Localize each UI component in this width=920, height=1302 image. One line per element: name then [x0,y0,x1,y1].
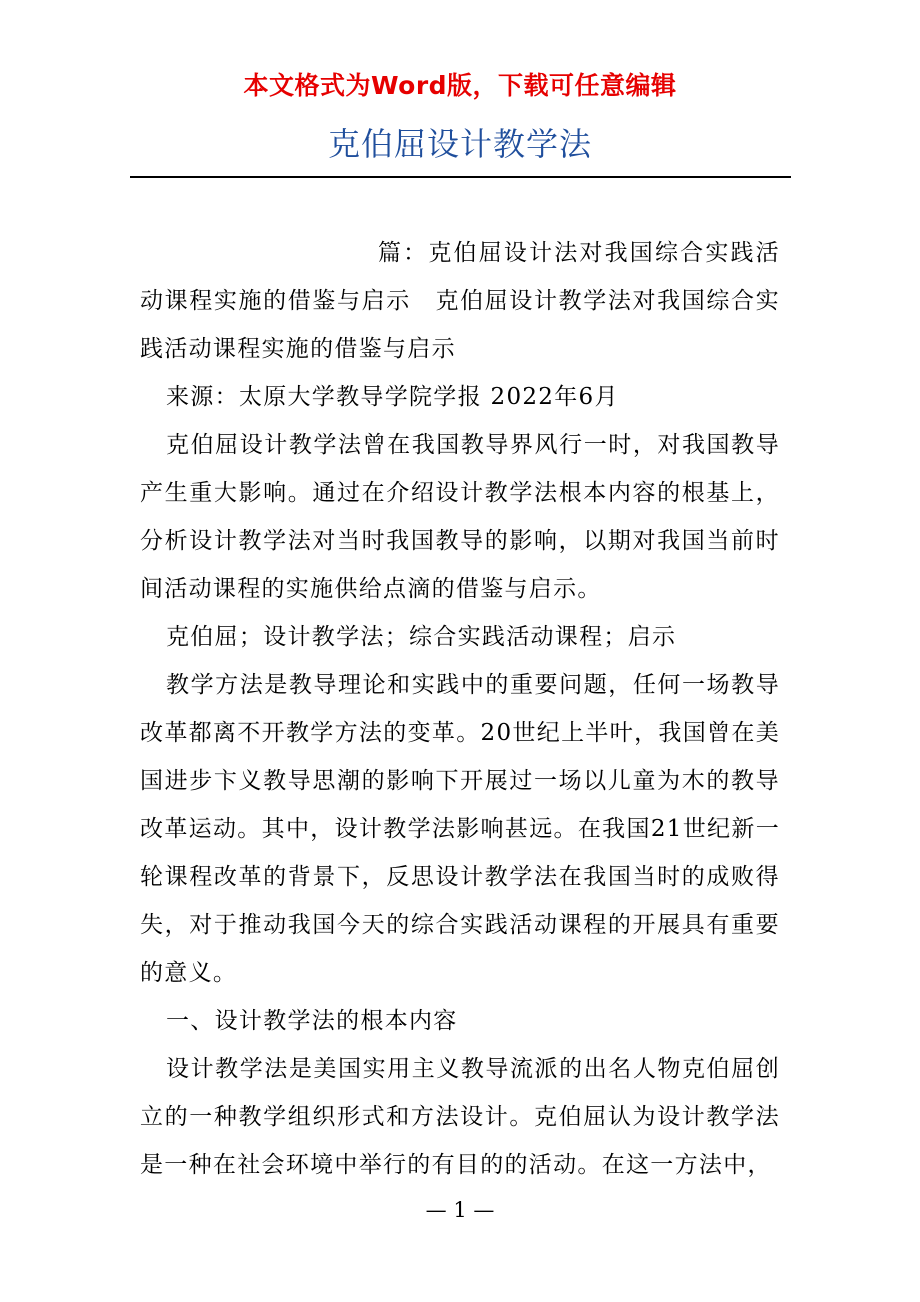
keywords-line: 克伯屈；设计教学法；综合实践活动课程；启示 [166,624,677,650]
body-paragraph: 设计教学法是美国实用主义教导流派的出名人物克伯屈创立的一种教学组织形式和方法设计。克伯屈认为设计教学法是一种在社会环境中举行的有目的的活动。在这一方法中， [140,1056,780,1178]
document-title: 克伯屈设计教学法 [327,125,592,163]
document-body [140,229,780,1189]
abstract-paragraph: 克伯屈设计教学法曾在我国教导界风行一时，对我国教导产生重大影响。通过在介绍设计教学法根本内容的根基上，分析设计教学法对当时我国教导的影响，以期对我国当前时间活动课程的实施供给点滴的借鉴与启示。 [140,432,780,602]
source-line: 来源：太原大学教导学院学报 2022年6月 [166,384,619,410]
intro-paragraph: 篇：克伯屈设计法对我国综合实践活动课程实施的借鉴与启示 克伯屈设计教学法对我国综合实践活动课程实施的借鉴与启示 [140,240,780,362]
format-banner: 本文格式为Word版，下载可任意编辑 [243,71,677,100]
page-number: — 1 — [425,1198,495,1222]
body-paragraph: 教学方法是教导理论和实践中的重要问题，任何一场教导改革都离不开教学方法的变革。20世纪上半叶，我国曾在美国进步卞义教导思潮的影响下开展过一场以儿童为木的教导改革运动。其中，设计教学法影响甚远。在我国21世纪新一轮课程改革的背景下，反思设计教学法在我国当时的成败得失，对于推动我国今天的综合实践活动课程的开展具有重要的意义。 [140,672,780,986]
title-divider [130,176,791,178]
section-heading: 一、设计教学法的根本内容 [166,1008,458,1034]
